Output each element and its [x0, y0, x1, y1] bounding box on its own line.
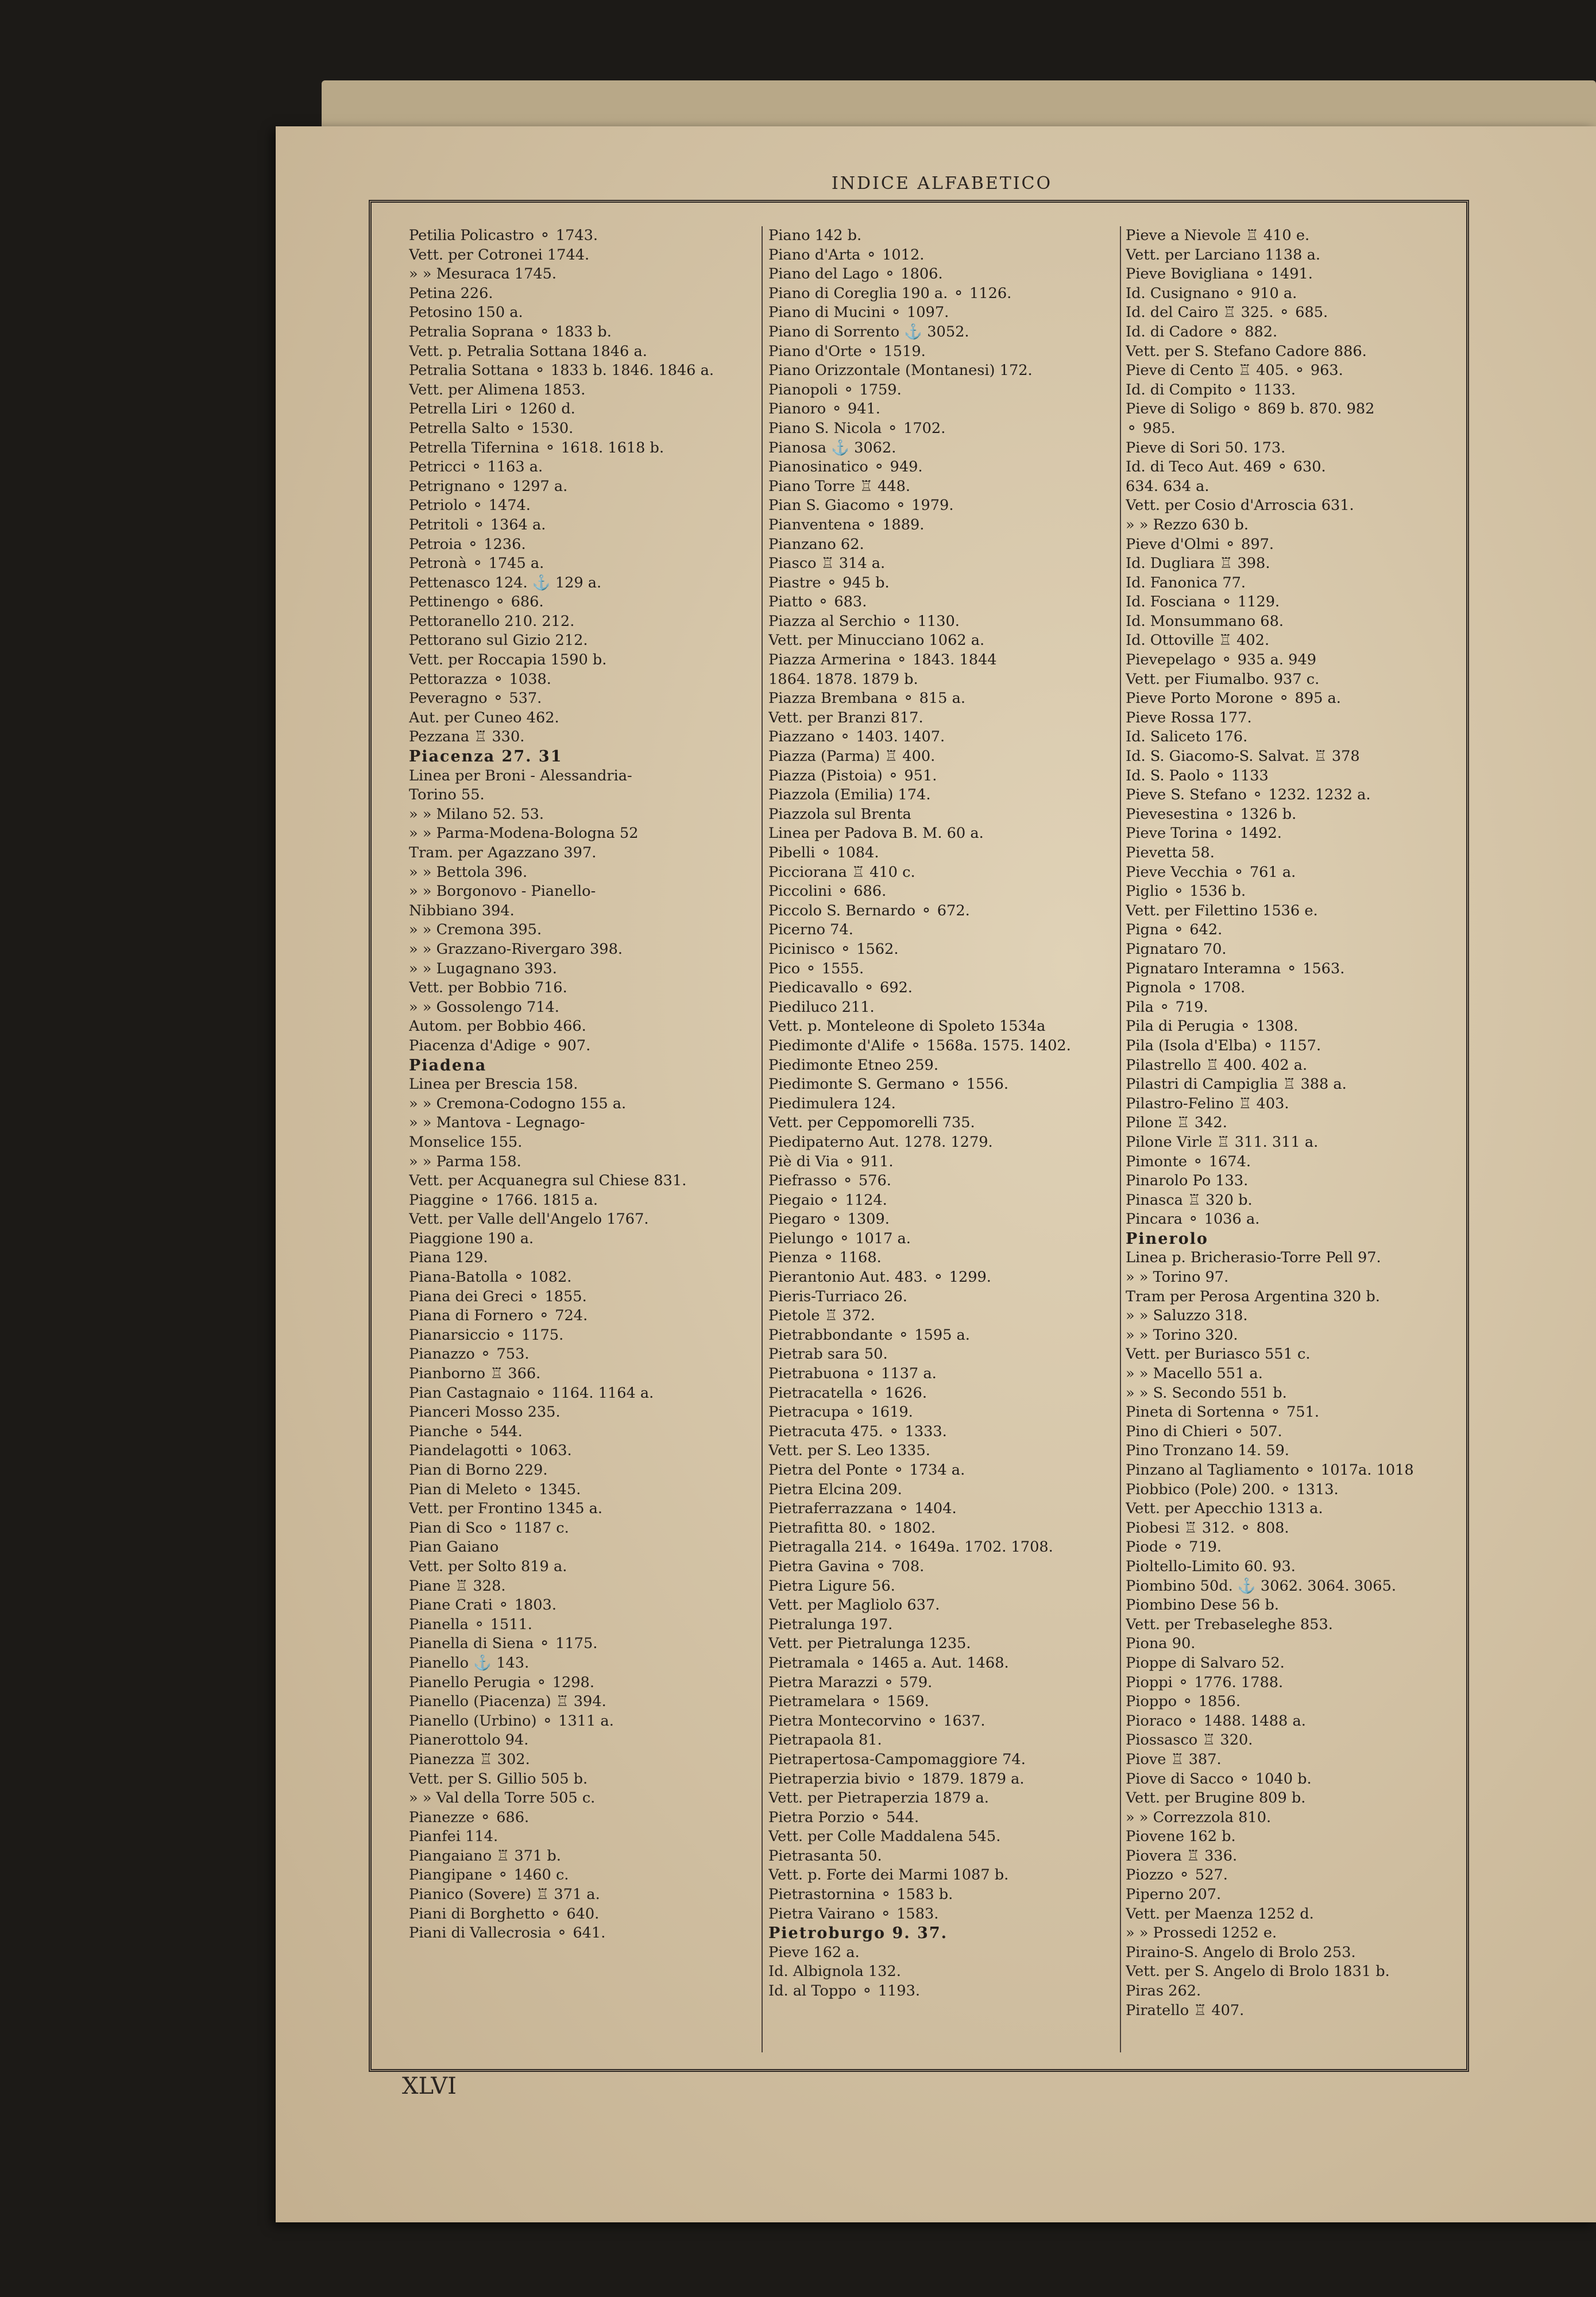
- index-entry: Id. Fanonica 77.: [1126, 574, 1246, 591]
- index-entry: Pettorazza ⚬ 1038.: [409, 670, 551, 688]
- index-entry: Pievetta 58.: [1126, 844, 1215, 861]
- index-entry: Pian di Meleto ⚬ 1345.: [409, 1480, 581, 1498]
- page-header: INDICE ALFABETICO: [831, 173, 1053, 194]
- index-entry: Piaggione 190 a.: [409, 1229, 534, 1247]
- index-entry: Linea per Padova B. M. 60 a.: [768, 825, 984, 842]
- index-entry: Pianezza ♖ 302.: [409, 1750, 530, 1768]
- index-entry: Piana 129.: [409, 1249, 488, 1267]
- index-entry: Pilone Virle ♖ 311. 311 a.: [1126, 1133, 1319, 1151]
- index-entry: Petralia Sottana ⚬ 1833 b. 1846. 1846 a.: [409, 362, 714, 380]
- index-entry: Piazza al Serchio ⚬ 1130.: [768, 612, 960, 630]
- index-entry: Vett. per S. Leo 1335.: [768, 1442, 930, 1460]
- index-entry: Id. di Cadore ⚬ 882.: [1126, 323, 1278, 341]
- index-entry: Pietracupa ⚬ 1619.: [768, 1403, 913, 1421]
- index-entry: » » Cremona-Codogno 155 a.: [409, 1095, 627, 1112]
- index-entry: Vett. per Magliolo 637.: [768, 1596, 940, 1614]
- index-entry: Vett. per Maenza 1252 d.: [1126, 1905, 1314, 1923]
- index-entry: Piccolo S. Bernardo ⚬ 672.: [768, 902, 970, 919]
- index-entry: Vett. per Ceppomorelli 735.: [768, 1114, 975, 1132]
- index-entry: Vett. p. Monteleone di Spoleto 1534a: [768, 1018, 1046, 1035]
- index-entry: Pianosa ⚓ 3062.: [768, 439, 896, 457]
- index-entry: Petrella Liri ⚬ 1260 d.: [409, 400, 575, 418]
- index-entry: Pietracatella ⚬ 1626.: [768, 1384, 927, 1402]
- index-entry: Piazza Armerina ⚬ 1843. 1844: [768, 651, 997, 669]
- index-entry: Id. di Compito ⚬ 1133.: [1126, 381, 1296, 399]
- index-entry: Piana-Batolla ⚬ 1082.: [409, 1269, 572, 1286]
- index-entry: Piraino-S. Angelo di Brolo 253.: [1126, 1943, 1356, 1961]
- index-entry: Pieve di Soligo ⚬ 869 b. 870. 982: [1126, 400, 1375, 418]
- index-entry: Picciorana ♖ 410 c.: [768, 863, 915, 881]
- index-entry: Pioppo ⚬ 1856.: [1126, 1693, 1241, 1711]
- index-entry: » » Rezzo 630 b.: [1126, 516, 1249, 533]
- index-entry: Pila ⚬ 719.: [1126, 998, 1208, 1016]
- index-entry: Pietra Montecorvino ⚬ 1637.: [768, 1712, 986, 1730]
- index-entry: Piazzola sul Brenta: [768, 805, 911, 823]
- index-entry: Picerno 74.: [768, 921, 853, 939]
- index-entry: Petricci ⚬ 1163 a.: [409, 458, 543, 476]
- index-entry: Piratello ♖ 407.: [1126, 2001, 1245, 2019]
- index-entry: Piedipaterno Aut. 1278. 1279.: [768, 1133, 993, 1151]
- index-entry: Piombino Dese 56 b.: [1126, 1596, 1279, 1614]
- index-entry: Vett. per Trebaseleghe 853.: [1126, 1615, 1333, 1633]
- index-entry: Vett. per Pietralunga 1235.: [768, 1635, 971, 1653]
- index-entry: Pietrabbondante ⚬ 1595 a.: [768, 1326, 970, 1344]
- index-entry: Pila (Isola d'Elba) ⚬ 1157.: [1126, 1037, 1321, 1054]
- index-entry: Pierantonio Aut. 483. ⚬ 1299.: [768, 1269, 991, 1286]
- index-entry: Pieve Rossa 177.: [1126, 709, 1252, 726]
- index-entry: 1864. 1878. 1879 b.: [768, 670, 918, 688]
- index-entry: » » Bettola 396.: [409, 863, 528, 881]
- index-entry: Piovene 162 b.: [1126, 1828, 1236, 1846]
- index-entry: Vett. per S. Gillio 505 b.: [409, 1770, 588, 1788]
- index-entry: Piccolini ⚬ 686.: [768, 883, 887, 900]
- index-entry: Pietracuta 475. ⚬ 1333.: [768, 1422, 947, 1440]
- index-entry: Picinisco ⚬ 1562.: [768, 940, 899, 958]
- index-entry: Linea per Brescia 158.: [409, 1076, 578, 1093]
- index-entry: Pieve S. Stefano ⚬ 1232. 1232 a.: [1126, 786, 1371, 804]
- index-entry: Vett. per Solto 819 a.: [409, 1557, 567, 1575]
- index-entry: Piperno 207.: [1126, 1886, 1222, 1904]
- index-entry: Vett. per Larciano 1138 a.: [1126, 246, 1320, 264]
- index-entry: Vett. per Valle dell'Angelo 1767.: [409, 1211, 649, 1228]
- index-entry: Piozzo ⚬ 527.: [1126, 1866, 1228, 1884]
- index-entry: Petina 226.: [409, 284, 493, 302]
- index-entry: Piane ♖ 328.: [409, 1577, 506, 1595]
- index-entry: Id. Ottoville ♖ 402.: [1126, 632, 1270, 649]
- index-entry: » » Prossedi 1252 e.: [1126, 1924, 1277, 1942]
- index-entry: Pianzano 62.: [768, 535, 864, 553]
- index-entry: Tram per Perosa Argentina 320 b.: [1126, 1287, 1380, 1305]
- index-entry: » » Milano 52. 53.: [409, 805, 544, 823]
- index-entry: Pigna ⚬ 642.: [1126, 921, 1223, 939]
- index-entry: Pinasca ♖ 320 b.: [1126, 1191, 1253, 1209]
- index-entry: Pietrafitta 80. ⚬ 1802.: [768, 1519, 936, 1537]
- index-entry: Pianello ⚓ 143.: [409, 1654, 530, 1672]
- index-entry: Id. di Teco Aut. 469 ⚬ 630.: [1126, 458, 1326, 476]
- index-entry: Pietraperzia bivio ⚬ 1879. 1879 a.: [768, 1770, 1025, 1788]
- index-entry: Vett. p. Petralia Sottana 1846 a.: [409, 342, 647, 360]
- index-entry: 634. 634 a.: [1126, 477, 1209, 495]
- index-entry: Id. del Cairo ♖ 325. ⚬ 685.: [1126, 304, 1328, 322]
- index-entry: Pianventena ⚬ 1889.: [768, 516, 925, 533]
- index-entry: Pilastro-Felino ♖ 403.: [1126, 1095, 1289, 1112]
- index-entry: Pievesestina ⚬ 1326 b.: [1126, 805, 1297, 823]
- index-entry: Vett. per Apecchio 1313 a.: [1126, 1500, 1323, 1518]
- index-entry: Pimonte ⚬ 1674.: [1126, 1153, 1251, 1170]
- index-entry: Pettinengo ⚬ 686.: [409, 593, 544, 611]
- index-entry: Pietramala ⚬ 1465 a. Aut. 1468.: [768, 1654, 1009, 1672]
- index-entry: Piana dei Greci ⚬ 1855.: [409, 1287, 587, 1305]
- index-entry: Piode ⚬ 719.: [1126, 1538, 1222, 1556]
- index-entry: Piona 90.: [1126, 1635, 1196, 1653]
- index-entry: Piazzano ⚬ 1403. 1407.: [768, 728, 945, 746]
- index-entry: Pino Tronzano 14. 59.: [1126, 1442, 1289, 1460]
- index-entry: Piandelagotti ⚬ 1063.: [409, 1442, 572, 1460]
- index-entry: Linea p. Bricherasio-Torre Pell 97.: [1126, 1249, 1381, 1267]
- index-entry: Pietra Ligure 56.: [768, 1577, 895, 1595]
- index-entry: » » Val della Torre 505 c.: [409, 1789, 596, 1807]
- index-entry: Pettenasco 124. ⚓ 129 a.: [409, 574, 602, 591]
- index-entry: » » Parma 158.: [409, 1153, 521, 1170]
- index-entry: ⚬ 985.: [1126, 419, 1176, 437]
- index-entry: Vett. per Colle Maddalena 545.: [768, 1828, 1001, 1846]
- index-entry: Piazza (Pistoia) ⚬ 951.: [768, 767, 937, 784]
- index-entry: Aut. per Cuneo 462.: [409, 709, 559, 726]
- index-entry: Piazza Brembana ⚬ 815 a.: [768, 690, 965, 707]
- index-entry: Piacenza 27. 31: [409, 748, 563, 766]
- index-entry: Piano di Sorrento ⚓ 3052.: [768, 323, 969, 341]
- column-divider: [1120, 226, 1121, 2052]
- index-entry: Pietole ♖ 372.: [768, 1307, 875, 1325]
- index-entry: Id. Dugliara ♖ 398.: [1126, 555, 1270, 573]
- index-entry: Vett. per Buriasco 551 c.: [1126, 1345, 1311, 1363]
- index-entry: Pettoranello 210. 212.: [409, 612, 575, 630]
- index-entry: Vett. per Roccapia 1590 b.: [409, 651, 607, 669]
- index-entry: » » Mantova - Legnago-: [409, 1114, 585, 1132]
- index-entry: Piegaio ⚬ 1124.: [768, 1191, 887, 1209]
- index-entry: Id. Saliceto 176.: [1126, 728, 1248, 746]
- index-entry: Piè di Via ⚬ 911.: [768, 1153, 894, 1170]
- index-entry: Pieve Porto Morone ⚬ 895 a.: [1126, 690, 1341, 707]
- index-entry: » » Mesuraca 1745.: [409, 265, 557, 283]
- index-column-1: [409, 226, 753, 2052]
- index-entry: Pietrabuona ⚬ 1137 a.: [768, 1365, 937, 1383]
- index-entry: Piangaiano ♖ 371 b.: [409, 1847, 561, 1865]
- index-entry: Id. al Toppo ⚬ 1193.: [768, 1982, 920, 2000]
- index-entry: Piadena: [409, 1056, 487, 1074]
- index-entry: Pieris-Turriaco 26.: [768, 1287, 907, 1305]
- column-divider: [762, 226, 763, 2052]
- index-entry: Piano 142 b.: [768, 227, 862, 244]
- index-entry: Pilone ♖ 342.: [1126, 1114, 1227, 1132]
- index-entry: Petritoli ⚬ 1364 a.: [409, 516, 546, 533]
- index-entry: Pioraco ⚬ 1488. 1488 a.: [1126, 1712, 1306, 1730]
- index-entry: Pieve Vecchia ⚬ 761 a.: [1126, 863, 1296, 881]
- index-entry: Piazzola (Emilia) 174.: [768, 786, 931, 804]
- index-entry: Petralia Soprana ⚬ 1833 b.: [409, 323, 612, 341]
- index-entry: Pianella di Siena ⚬ 1175.: [409, 1635, 598, 1653]
- index-entry: Id. S. Paolo ⚬ 1133: [1126, 767, 1269, 784]
- index-entry: Pianerottolo 94.: [409, 1731, 529, 1749]
- index-entry: Nibbiano 394.: [409, 902, 515, 919]
- index-entry: Piani di Borghetto ⚬ 640.: [409, 1905, 600, 1923]
- index-entry: Pioltello-Limito 60. 93.: [1126, 1557, 1296, 1575]
- index-entry: Piasco ♖ 314 a.: [768, 555, 886, 573]
- index-entry: Pietrab sara 50.: [768, 1345, 888, 1363]
- index-entry: Torino 55.: [409, 786, 485, 804]
- index-entry: Autom. per Bobbio 466.: [409, 1018, 586, 1035]
- index-entry: Pilastri di Campiglia ♖ 388 a.: [1126, 1076, 1347, 1093]
- index-entry: Vett. per Alimena 1853.: [409, 381, 586, 399]
- index-entry: Pietra Vairano ⚬ 1583.: [768, 1905, 939, 1923]
- index-entry: Piombino 50d. ⚓ 3062. 3064. 3065.: [1126, 1577, 1396, 1595]
- index-entry: Pianella ⚬ 1511.: [409, 1615, 532, 1633]
- index-entry: Pieve Torina ⚬ 1492.: [1126, 825, 1282, 842]
- index-entry: Piangipane ⚬ 1460 c.: [409, 1866, 569, 1884]
- index-column-3: [1126, 226, 1464, 2052]
- index-entry: Piastre ⚬ 945 b.: [768, 574, 890, 591]
- index-entry: Pietroburgo 9. 37.: [768, 1924, 948, 1943]
- index-entry: Pinarolo Po 133.: [1126, 1172, 1249, 1190]
- index-entry: Petrella Tifernina ⚬ 1618. 1618 b.: [409, 439, 664, 457]
- index-entry: Pibelli ⚬ 1084.: [768, 844, 879, 861]
- index-entry: Petrella Salto ⚬ 1530.: [409, 419, 574, 437]
- index-entry: Pietra Elcina 209.: [768, 1480, 902, 1498]
- index-entry: Piani di Vallecrosia ⚬ 641.: [409, 1924, 606, 1942]
- index-entry: Pian S. Giacomo ⚬ 1979.: [768, 497, 954, 515]
- index-entry: Vett. p. Forte dei Marmi 1087 b.: [768, 1866, 1009, 1884]
- index-entry: Pianche ⚬ 544.: [409, 1422, 523, 1440]
- index-entry: Pietrapaola 81.: [768, 1731, 882, 1749]
- index-entry: Pinerolo: [1126, 1229, 1208, 1248]
- index-entry: » » Correzzola 810.: [1126, 1808, 1272, 1826]
- index-entry: Piano di Mucini ⚬ 1097.: [768, 304, 949, 322]
- index-entry: Pianarsiccio ⚬ 1175.: [409, 1326, 564, 1344]
- index-entry: Vett. per Bobbio 716.: [409, 979, 567, 997]
- index-entry: Pietrapertosa-Campomaggiore 74.: [768, 1750, 1026, 1768]
- index-entry: Vett. per Fiumalbo. 937 c.: [1126, 670, 1320, 688]
- index-entry: » » Saluzzo 318.: [1126, 1307, 1248, 1325]
- index-entry: Pianazzo ⚬ 753.: [409, 1345, 530, 1363]
- index-entry: Piatto ⚬ 683.: [768, 593, 867, 611]
- index-entry: Piras 262.: [1126, 1982, 1201, 2000]
- index-entry: Piefrasso ⚬ 576.: [768, 1172, 891, 1190]
- index-entry: Piaggine ⚬ 1766. 1815 a.: [409, 1191, 598, 1209]
- index-entry: Piano Orizzontale (Montanesi) 172.: [768, 362, 1033, 380]
- index-entry: Piobbico (Pole) 200. ⚬ 1313.: [1126, 1480, 1339, 1498]
- index-entry: Vett. per Pietraperzia 1879 a.: [768, 1789, 989, 1807]
- index-entry: Vett. per Acquanegra sul Chiese 831.: [409, 1172, 687, 1190]
- index-entry: Piediluco 211.: [768, 998, 875, 1016]
- index-entry: Pianborno ♖ 366.: [409, 1365, 541, 1383]
- page-number: XLVI: [402, 2073, 457, 2099]
- index-entry: Piove di Sacco ⚬ 1040 b.: [1126, 1770, 1312, 1788]
- index-entry: Id. Cusignano ⚬ 910 a.: [1126, 284, 1297, 302]
- index-entry: Piano del Lago ⚬ 1806.: [768, 265, 943, 283]
- index-entry: » » Parma-Modena-Bologna 52: [409, 825, 639, 842]
- index-entry: Pian di Sco ⚬ 1187 c.: [409, 1519, 569, 1537]
- index-entry: Pietra Porzio ⚬ 544.: [768, 1808, 919, 1826]
- index-entry: Vett. per Filettino 1536 e.: [1126, 902, 1318, 919]
- index-entry: Pianosinatico ⚬ 949.: [768, 458, 923, 476]
- index-entry: » » Cremona 395.: [409, 921, 542, 939]
- index-entry: Pianoro ⚬ 941.: [768, 400, 880, 418]
- index-entry: » » S. Secondo 551 b.: [1126, 1384, 1287, 1402]
- index-column-2: [768, 226, 1119, 2052]
- index-entry: Piano di Coreglia 190 a. ⚬ 1126.: [768, 284, 1012, 302]
- index-entry: Pievepelago ⚬ 935 a. 949: [1126, 651, 1317, 669]
- index-entry: » » Macello 551 a.: [1126, 1365, 1263, 1383]
- index-entry: » » Torino 320.: [1126, 1326, 1238, 1344]
- index-entry: Pignataro 70.: [1126, 940, 1227, 958]
- index-entry: Pielungo ⚬ 1017 a.: [768, 1229, 911, 1247]
- index-entry: Vett. per Frontino 1345 a.: [409, 1500, 603, 1518]
- index-entry: » » Borgonovo - Pianello-: [409, 883, 596, 900]
- index-entry: Pioppe di Salvaro 52.: [1126, 1654, 1285, 1672]
- index-entry: Vett. per S. Angelo di Brolo 1831 b.: [1126, 1963, 1390, 1981]
- index-entry: Pieve Bovigliana ⚬ 1491.: [1126, 265, 1313, 283]
- index-entry: Pian di Borno 229.: [409, 1461, 548, 1479]
- index-entry: Pieve a Nievole ♖ 410 e.: [1126, 227, 1310, 244]
- index-entry: Pianopoli ⚬ 1759.: [768, 381, 902, 399]
- index-entry: Pieve 162 a.: [768, 1943, 860, 1961]
- index-entry: Pila di Perugia ⚬ 1308.: [1126, 1018, 1299, 1035]
- index-entry: Pettorano sul Gizio 212.: [409, 632, 588, 649]
- index-entry: Piano d'Orte ⚬ 1519.: [768, 342, 926, 360]
- index-entry: Pignataro Interamna ⚬ 1563.: [1126, 960, 1345, 977]
- index-entry: Piegaro ⚬ 1309.: [768, 1211, 890, 1228]
- index-entry: Pianico (Sovere) ♖ 371 a.: [409, 1886, 600, 1904]
- index-entry: » » Grazzano-Rivergaro 398.: [409, 940, 623, 958]
- index-entry: Vett. per Cosio d'Arroscia 631.: [1126, 497, 1354, 515]
- index-entry: Pinzano al Tagliamento ⚬ 1017a. 1018: [1126, 1461, 1414, 1479]
- index-entry: Pietrasanta 50.: [768, 1847, 882, 1865]
- index-entry: » » Torino 97.: [1126, 1269, 1229, 1286]
- index-entry: Pianezze ⚬ 686.: [409, 1808, 530, 1826]
- index-entry: Pietraferrazzana ⚬ 1404.: [768, 1500, 957, 1518]
- index-entry: Vett. per Branzi 817.: [768, 709, 923, 726]
- index-entry: » » Lugagnano 393.: [409, 960, 557, 977]
- index-entry: Pienza ⚬ 1168.: [768, 1249, 882, 1267]
- index-entry: Pignola ⚬ 1708.: [1126, 979, 1246, 997]
- index-entry: Vett. per Brugine 809 b.: [1126, 1789, 1306, 1807]
- index-entry: Piedimonte S. Germano ⚬ 1556.: [768, 1076, 1008, 1093]
- index-entry: Petronà ⚬ 1745 a.: [409, 555, 544, 573]
- index-entry: Piano d'Arta ⚬ 1012.: [768, 246, 925, 264]
- index-entry: Peveragno ⚬ 537.: [409, 690, 542, 707]
- index-entry: Pioppi ⚬ 1776. 1788.: [1126, 1673, 1284, 1691]
- index-entry: Pieve di Cento ♖ 405. ⚬ 963.: [1126, 362, 1343, 380]
- index-entry: Pietrastornina ⚬ 1583 b.: [768, 1886, 953, 1904]
- index-entry: Pietragalla 214. ⚬ 1649a. 1702. 1708.: [768, 1538, 1053, 1556]
- index-entry: Piobesi ♖ 312. ⚬ 808.: [1126, 1519, 1289, 1537]
- index-entry: Petilia Policastro ⚬ 1743.: [409, 227, 598, 244]
- index-entry: Pietramelara ⚬ 1569.: [768, 1693, 929, 1711]
- index-entry: Piedimonte Etneo 259.: [768, 1056, 938, 1074]
- index-entry: Vett. per Cotronei 1744.: [409, 246, 590, 264]
- index-entry: Pietra Gavina ⚬ 708.: [768, 1557, 925, 1575]
- index-entry: Piane Crati ⚬ 1803.: [409, 1596, 557, 1614]
- index-entry: Pianceri Mosso 235.: [409, 1403, 561, 1421]
- index-entry: Monselice 155.: [409, 1133, 523, 1151]
- index-entry: Id. Fosciana ⚬ 1129.: [1126, 593, 1280, 611]
- index-entry: Piove ♖ 387.: [1126, 1750, 1222, 1768]
- index-entry: Piovera ♖ 336.: [1126, 1847, 1238, 1865]
- index-entry: Pietralunga 197.: [768, 1615, 893, 1633]
- index-entry: Piacenza d'Adige ⚬ 907.: [409, 1037, 591, 1054]
- index-entry: Id. Albignola 132.: [768, 1963, 901, 1981]
- index-entry: Petroia ⚬ 1236.: [409, 535, 526, 553]
- index-entry: Vett. per Minucciano 1062 a.: [768, 632, 985, 649]
- index-entry: » » Gossolengo 714.: [409, 998, 559, 1016]
- index-entry: Pilastrello ♖ 400. 402 a.: [1126, 1056, 1308, 1074]
- index-entry: Petosino 150 a.: [409, 304, 523, 322]
- index-entry: Piano S. Nicola ⚬ 1702.: [768, 419, 946, 437]
- index-entry: Pianfei 114.: [409, 1828, 498, 1846]
- index-entry: Pietra del Ponte ⚬ 1734 a.: [768, 1461, 965, 1479]
- index-entry: Id. S. Giacomo-S. Salvat. ♖ 378: [1126, 748, 1360, 765]
- index-entry: Vett. per S. Stefano Cadore 886.: [1126, 342, 1367, 360]
- index-entry: Tram. per Agazzano 397.: [409, 844, 597, 861]
- index-entry: Piossasco ♖ 320.: [1126, 1731, 1253, 1749]
- index-entry: Piedimonte d'Alife ⚬ 1568a. 1575. 1402.: [768, 1037, 1071, 1054]
- index-entry: Pian Gaiano: [409, 1538, 499, 1556]
- index-entry: Pieve di Sori 50. 173.: [1126, 439, 1286, 457]
- index-entry: Pianello (Piacenza) ♖ 394.: [409, 1693, 606, 1711]
- index-entry: Piano Torre ♖ 448.: [768, 477, 911, 495]
- index-entry: Pezzana ♖ 330.: [409, 728, 525, 746]
- index-entry: Piedimulera 124.: [768, 1095, 896, 1112]
- index-entry: Piglio ⚬ 1536 b.: [1126, 883, 1246, 900]
- index-entry: Linea per Broni - Alessandria-: [409, 767, 632, 784]
- index-entry: Pian Castagnaio ⚬ 1164. 1164 a.: [409, 1384, 654, 1402]
- index-entry: Petriolo ⚬ 1474.: [409, 497, 531, 515]
- index-entry: Id. Monsummano 68.: [1126, 612, 1284, 630]
- index-entry: Pineta di Sortenna ⚬ 751.: [1126, 1403, 1319, 1421]
- index-entry: Pieve d'Olmi ⚬ 897.: [1126, 535, 1274, 553]
- index-entry: Piazza (Parma) ♖ 400.: [768, 748, 936, 765]
- index-entry: Pianello (Urbino) ⚬ 1311 a.: [409, 1712, 614, 1730]
- index-entry: Pico ⚬ 1555.: [768, 960, 864, 977]
- index-entry: Pino di Chieri ⚬ 507.: [1126, 1422, 1282, 1440]
- index-entry: Piedicavallo ⚬ 692.: [768, 979, 913, 997]
- index-entry: Petrignano ⚬ 1297 a.: [409, 477, 568, 495]
- index-entry: Piana di Fornero ⚬ 724.: [409, 1307, 588, 1325]
- index-entry: Pincara ⚬ 1036 a.: [1126, 1211, 1260, 1228]
- index-entry: Pianello Perugia ⚬ 1298.: [409, 1673, 594, 1691]
- index-entry: Pietra Marazzi ⚬ 579.: [768, 1673, 933, 1691]
